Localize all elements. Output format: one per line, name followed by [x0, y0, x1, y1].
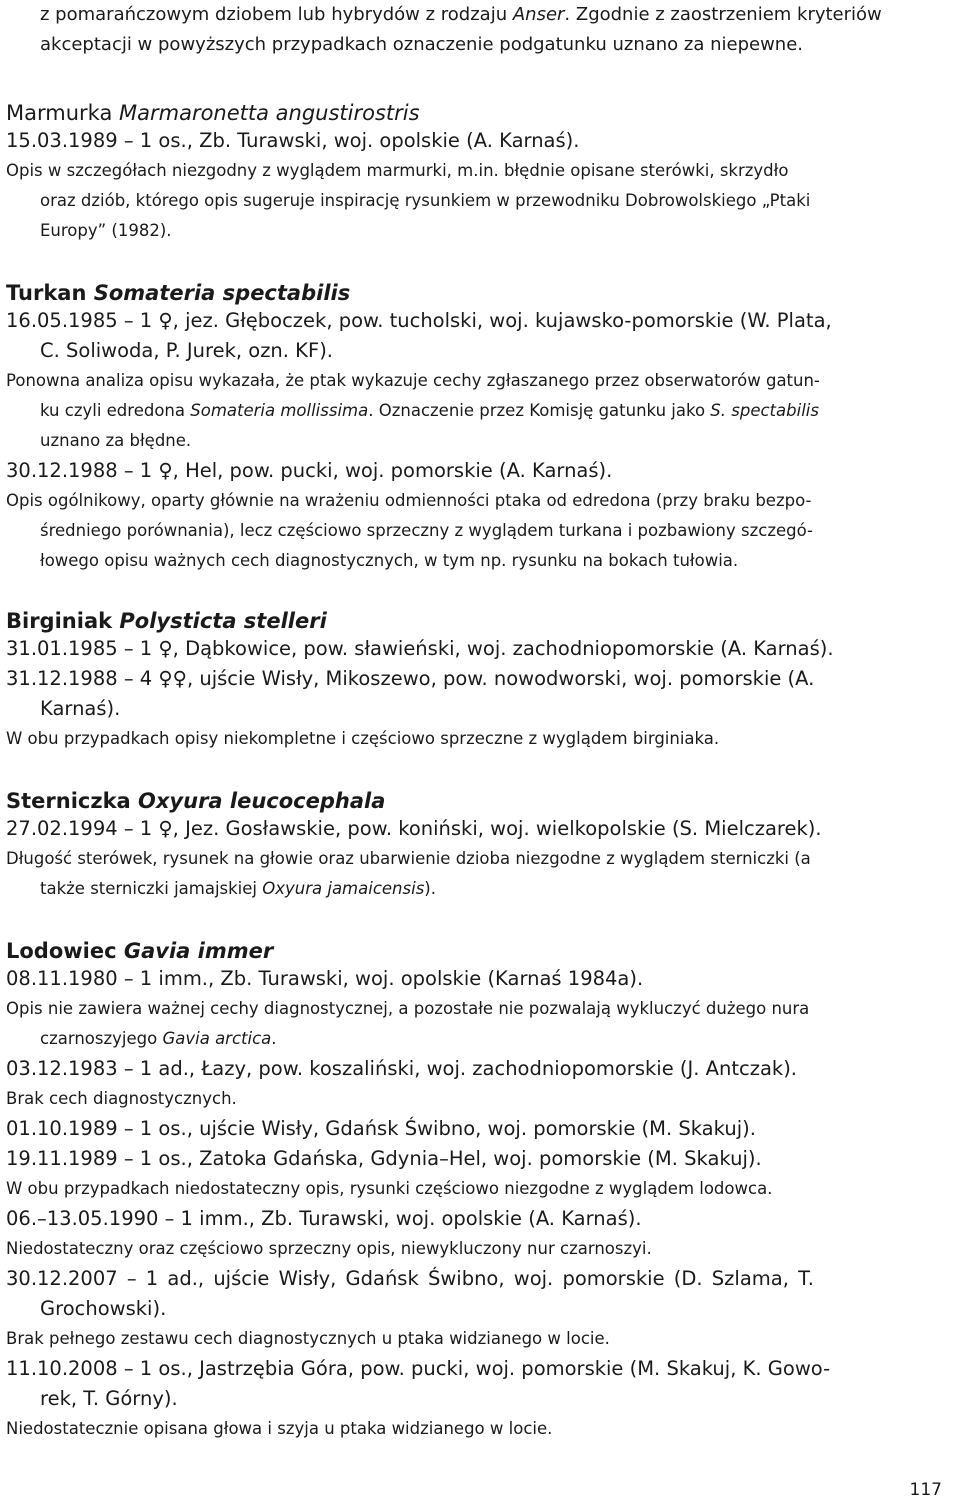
note-line: uznano za błędne.: [40, 431, 192, 450]
note-line: Opis w szczegółach niezgodny z wyglądem marmurki, m.in. błędnie opisane sterówki, skrzydło: [6, 161, 789, 180]
note-line: Opis ogólnikowy, oparty głównie na wrażeniu odmienności ptaka od edredona (przy braku bezpo-: [6, 491, 812, 510]
record-line: 31.01.1985 – 1 ♀, Dąbkowice, pow. sławieński, woj. zachodniopomorskie (A. Karnaś).: [6, 637, 834, 660]
intro-line: z pomarańczowym dziobem lub hybrydów z rodzaju Anser. Zgodnie z zaostrzeniem kryteriów: [40, 4, 882, 25]
note-line: W obu przypadkach opisy niekompletne i częściowo sprzeczne z wyglądem birginiaka.: [6, 729, 720, 748]
note-line: średniego porównania), lecz częściowo sprzeczny z wyglądem turkana i pozbawiony szczegó-: [40, 521, 813, 540]
record-line: 15.03.1989 – 1 os., Zb. Turawski, woj. opolskie (A. Karnaś).: [6, 129, 580, 152]
record-line: 11.10.2008 – 1 os., Jastrzębia Góra, pow. pucki, woj. pomorskie (M. Skakuj, K. Gowo-: [6, 1357, 831, 1380]
record-line: 06.–13.05.1990 – 1 imm., Zb. Turawski, woj. opolskie (A. Karnaś).: [6, 1207, 642, 1230]
record-line: 27.02.1994 – 1 ♀, Jez. Gosławskie, pow. koniński, woj. wielkopolskie (S. Mielczarek).: [6, 817, 822, 840]
note-line: Europy” (1982).: [40, 221, 172, 240]
note-line: czarnoszyjego Gavia arctica.: [40, 1029, 277, 1048]
record-line: rek, T. Górny).: [40, 1387, 178, 1410]
species-section-marmurka: [6, 100, 954, 246]
note-line: oraz dziób, którego opis sugeruje inspirację rysunkiem w przewodniku Dobrowolskiego „Ptaki: [40, 191, 811, 210]
record-line: 30.12.2007 – 1 ad., ujście Wisły, Gdańsk Świbno, woj. pomorskie (D. Szlama, T.: [6, 1267, 814, 1290]
intro-paragraph: [6, 0, 954, 60]
species-heading: Sterniczka Oxyura leucocephala: [6, 789, 386, 813]
note-line: Opis nie zawiera ważnej cechy diagnostycznej, a pozostałe nie pozwalają wykluczyć dużego nura: [6, 999, 810, 1018]
species-heading: Marmurka Marmaronetta angustirostris: [6, 101, 420, 125]
record-line: C. Soliwoda, P. Jurek, ozn. KF).: [40, 339, 333, 362]
record-line: 30.12.1988 – 1 ♀, Hel, pow. pucki, woj. pomorskie (A. Karnaś).: [6, 459, 613, 482]
species-heading: Birginiak Polysticta stelleri: [6, 609, 327, 633]
species-heading: Lodowiec Gavia immer: [6, 939, 274, 963]
record-line: 16.05.1985 – 1 ♀, jez. Głęboczek, pow. tucholski, woj. kujawsko-pomorskie (W. Plata,: [6, 309, 832, 332]
record-line: 31.12.1988 – 4 ♀♀, ujście Wisły, Mikoszewo, pow. nowodworski, woj. pomorskie (A.: [6, 667, 815, 690]
page-number: 117: [909, 1480, 942, 1500]
note-line: Niedostatecznie opisana głowa i szyja u ptaka widzianego w locie.: [6, 1419, 553, 1438]
note-line: Niedostateczny oraz częściowo sprzeczny opis, niewykluczony nur czarnoszyi.: [6, 1239, 652, 1258]
record-line: 08.11.1980 – 1 imm., Zb. Turawski, woj. opolskie (Karnaś 1984a).: [6, 967, 644, 990]
species-section-turkan: [6, 280, 954, 576]
note-line: także sterniczki jamajskiej Oxyura jamaicensis).: [40, 879, 436, 898]
record-line: 03.12.1983 – 1 ad., Łazy, pow. koszaliński, woj. zachodniopomorskie (J. Antczak).: [6, 1057, 797, 1080]
note-line: Brak pełnego zestawu cech diagnostycznych u ptaka widzianego w locie.: [6, 1329, 610, 1348]
record-line: 19.11.1989 – 1 os., Zatoka Gdańska, Gdynia–Hel, woj. pomorskie (M. Skakuj).: [6, 1147, 762, 1170]
species-section-sterniczka: [6, 788, 954, 904]
note-line: ku czyli edredona Somateria mollissima. Oznaczenie przez Komisję gatunku jako S. spectabilis: [40, 401, 819, 420]
record-line: 01.10.1989 – 1 os., ujście Wisły, Gdańsk Świbno, woj. pomorskie (M. Skakuj).: [6, 1117, 756, 1140]
record-line: Grochowski).: [40, 1297, 167, 1320]
species-heading: Turkan Somateria spectabilis: [6, 281, 351, 305]
record-line: Karnaś).: [40, 697, 121, 720]
note-line: Brak cech diagnostycznych.: [6, 1089, 237, 1108]
note-line: łowego opisu ważnych cech diagnostycznych, w tym np. rysunku na bokach tułowia.: [40, 551, 739, 570]
note-line: Długość sterówek, rysunek na głowie oraz ubarwienie dzioba niezgodne z wyglądem sterniczki (a: [6, 849, 811, 868]
intro-line: akceptacji w powyższych przypadkach oznaczenie podgatunku uznano za niepewne.: [40, 34, 804, 55]
note-line: W obu przypadkach niedostateczny opis, rysunki częściowo niezgodne z wyglądem lodowca.: [6, 1179, 773, 1198]
species-section-birginiak: [6, 608, 954, 754]
species-section-lodowiec: [6, 938, 954, 1444]
note-line: Ponowna analiza opisu wykazała, że ptak wykazuje cechy zgłaszanego przez obserwatorów gatun-: [6, 371, 820, 390]
